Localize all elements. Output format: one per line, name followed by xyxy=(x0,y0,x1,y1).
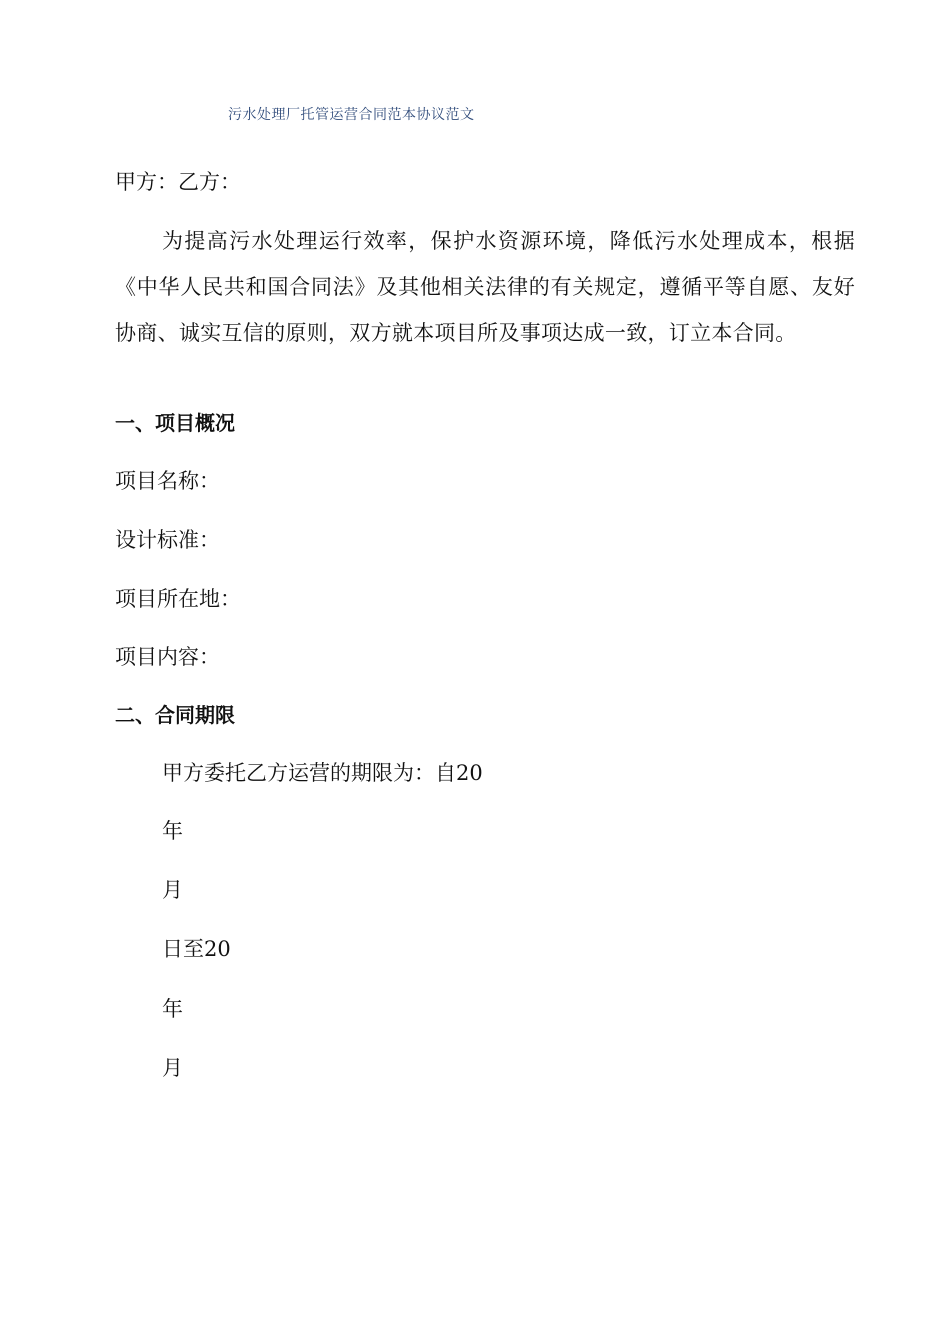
contract-term-line: 甲方委托乙方运营的期限为：自20 xyxy=(162,761,483,785)
section-heading-contract-term: 二、合同期限 xyxy=(115,703,235,727)
contract-term-line: 年 xyxy=(162,997,183,1021)
intro-paragraph: 为提高污水处理运行效率，保护水资源环境，降低污水处理成本，根据《中华人民共和国合同法》及其他相关法律的有关规定，遵循平等自愿、友好协商、诚实互信的原则，双方就本项目所及事项达成一致，订立本合同。 xyxy=(115,229,855,345)
parties-line: 甲方：乙方： xyxy=(115,170,241,194)
field-project-name: 项目名称： xyxy=(115,469,220,493)
contract-term-line: 月 xyxy=(162,1056,183,1080)
document-header-title: 污水处理厂托管运营合同范本协议范文 xyxy=(228,107,475,123)
contract-term-line: 年 xyxy=(162,819,183,843)
field-project-content: 项目内容： xyxy=(115,645,220,669)
contract-term-line: 日至20 xyxy=(162,937,231,961)
field-project-location: 项目所在地： xyxy=(115,587,241,611)
field-design-standard: 设计标准： xyxy=(115,528,220,552)
section-heading-project-overview: 一、项目概况 xyxy=(115,411,235,435)
contract-term-line: 月 xyxy=(162,878,183,902)
